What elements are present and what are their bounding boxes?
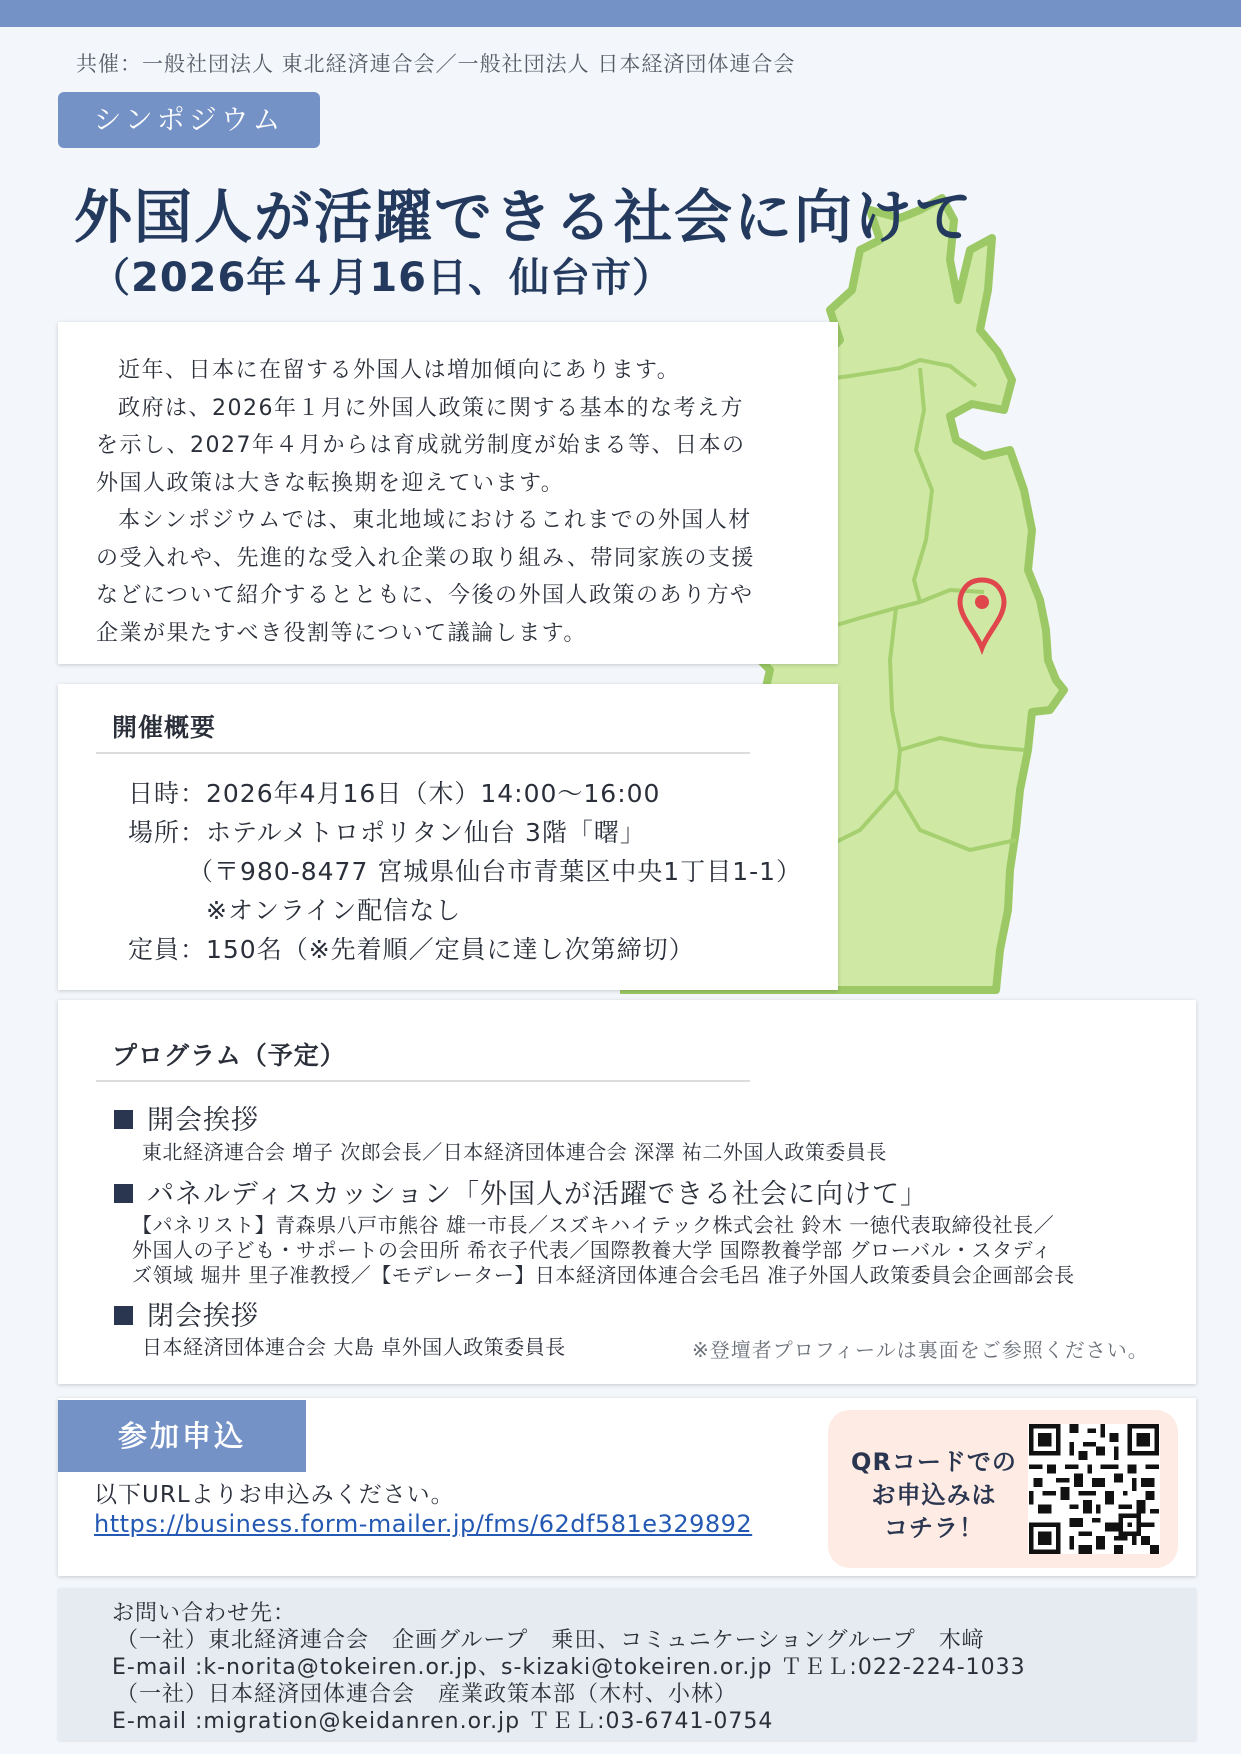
panel-detail-line: 外国人の子ども・サポートの会田所 希衣子代表／国際教養大学 国際教養学部 グローバル・スタディ <box>132 1238 1052 1262</box>
apply-heading: 参加申込 <box>58 1400 306 1472</box>
online-note: ※オンライン配信なし <box>206 896 462 925</box>
intro-line: などについて紹介するとともに、今後の外国人政策のあり方や <box>96 583 754 608</box>
event-capacity: 定員：150名（※先着順／定員に達し次第締切） <box>128 935 695 964</box>
event-date: 日時：2026年4月16日（木）14:00～16:00 <box>128 779 661 808</box>
qr-code-icon[interactable] <box>1028 1424 1160 1554</box>
overview-card <box>58 684 838 990</box>
cohost-line: 共催：一般社団法人 東北経済連合会／一般社団法人 日本経済団体連合会 <box>76 52 796 76</box>
qr-callout-text: QRコードでの お申込みは コチラ！ <box>851 1448 1017 1542</box>
contact-email-line: E-mail :k-norita@tokeiren.or.jp、s-kizaki@tokeiren.or.jp ＴＥＬ:022-224-1033 <box>112 1655 1026 1680</box>
application-card <box>58 1398 1196 1576</box>
intro-line: 近年、日本に在留する外国人は増加傾向にあります。 <box>118 358 681 383</box>
event-place: 場所：ホテルメトロポリタン仙台 3階「曙」 <box>128 818 646 847</box>
divider <box>96 752 750 754</box>
program-heading: プログラム（予定） <box>112 1041 346 1070</box>
intro-line: 外国人政策は大きな転換期を迎えています。 <box>96 470 565 496</box>
intro-line: 本シンポジウムでは、東北地域におけるこれまでの外国人材 <box>118 508 752 533</box>
apply-instruction: 以下URLよりお申込みください。 <box>94 1482 455 1508</box>
contact-box <box>58 1588 1196 1740</box>
contact-org-line: （一社）東北経済連合会 企画グループ 乗田、コミュニケーショングループ 木﨑 <box>116 1628 985 1653</box>
overview-heading: 開催概要 <box>112 713 217 742</box>
contact-heading: お問い合わせ先： <box>112 1601 297 1626</box>
event-address: （〒980-8477 宮城県仙台市青葉区中央1丁目1-1） <box>188 857 803 886</box>
contact-email-line: E-mail :migration@keidanren.or.jp ＴＥＬ:03-6741-0754 <box>112 1709 774 1734</box>
square-bullet-icon <box>114 1110 133 1129</box>
panel-detail-line: 【パネリスト】青森県八戸市熊谷 雄一市長／スズキハイテック株式会社 鈴木 一徳代表取締役社長／ <box>132 1213 1055 1237</box>
opening-remarks-detail: 東北経済連合会 増子 次郎会長／日本経済団体連合会 深澤 祐二外国人政策委員長 <box>142 1140 887 1164</box>
opening-remarks-title: 開会挨拶 <box>114 1098 259 1137</box>
panel-discussion-title: パネルディスカッション「外国人が活躍できる社会に向けて」 <box>114 1172 928 1211</box>
profile-note: ※登壇者プロフィールは裏面をご参照ください。 <box>692 1338 1149 1362</box>
intro-card <box>58 322 838 664</box>
intro-line: 企業が果たすべき役割等について議論します。 <box>96 620 587 646</box>
closing-remarks-title: 閉会挨拶 <box>114 1294 259 1333</box>
intro-line: の受入れや、先進的な受入れ企業の取り組み、帯同家族の支援 <box>96 545 755 571</box>
closing-remarks-detail: 日本経済団体連合会 大島 卓外国人政策委員長 <box>142 1335 566 1359</box>
program-card <box>58 1000 1196 1384</box>
application-url-link[interactable]: https://business.form-mailer.jp/fms/62df581e329892 <box>94 1510 753 1538</box>
contact-org-line: （一社）日本経済団体連合会 産業政策本部（木村、小林） <box>116 1682 738 1707</box>
page-subtitle: （2026年４月16日、仙台市） <box>90 255 673 301</box>
intro-line: 政府は、2026年１月に外国人政策に関する基本的な考え方 <box>118 395 744 421</box>
qr-callout <box>828 1410 1178 1568</box>
panel-detail-line: ズ領域 堀井 里子准教授／【モデレーター】日本経済団体連合会毛呂 准子外国人政策委員会企画部会長 <box>132 1263 1075 1287</box>
symposium-tag: シンポジウム <box>58 92 320 148</box>
intro-line: を示し、2027年４月からは育成就労制度が始まる等、日本の <box>96 433 746 458</box>
square-bullet-icon <box>114 1184 133 1203</box>
square-bullet-icon <box>114 1306 133 1325</box>
divider <box>96 1080 750 1082</box>
top-accent-bar <box>0 0 1241 27</box>
page-title: 外国人が活躍できる社会に向けて <box>74 183 975 251</box>
